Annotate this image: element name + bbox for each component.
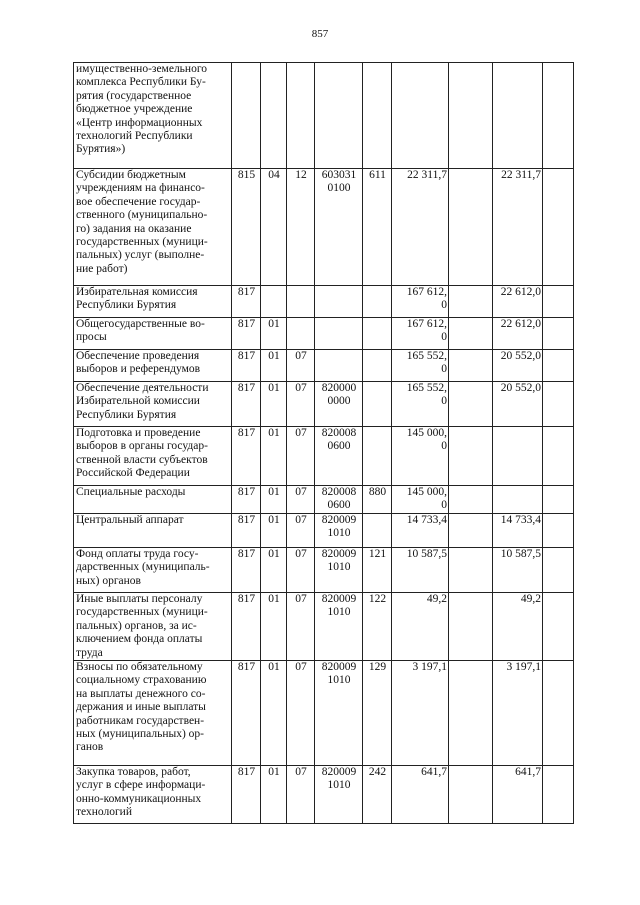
cell-text: 01 bbox=[268, 766, 280, 779]
cell-c2 bbox=[261, 593, 287, 661]
cell-c5 bbox=[363, 318, 392, 350]
cell-c3 bbox=[287, 766, 315, 824]
cell-c1 bbox=[232, 169, 261, 286]
cell-text: 165 552, 0 bbox=[406, 382, 447, 408]
cell-text: 817 bbox=[237, 514, 256, 526]
cell-text: 07 bbox=[295, 548, 307, 560]
cell-c3 bbox=[287, 427, 315, 486]
cell-c4 bbox=[315, 286, 363, 318]
cell-c7 bbox=[449, 350, 493, 382]
cell-text: Иные выплаты персоналу государственных (муници- пальных) органов, за ис- ключением фонда оплаты труда bbox=[76, 593, 208, 659]
cell-text: 07 bbox=[295, 514, 307, 526]
cell-text: 07 bbox=[295, 766, 307, 779]
cell-c9 bbox=[543, 169, 574, 286]
cell-c8 bbox=[493, 169, 543, 286]
table-row bbox=[74, 318, 574, 350]
cell-text: 04 bbox=[268, 169, 280, 181]
cell-c9 bbox=[543, 350, 574, 382]
cell-c5 bbox=[363, 661, 392, 766]
cell-text: 815 bbox=[237, 169, 256, 181]
cell-c8 bbox=[493, 593, 543, 661]
cell-text: Закупка товаров, работ, услуг в сфере информаци- онно-коммуникационных технологий bbox=[76, 766, 206, 819]
cell-name bbox=[74, 486, 232, 514]
cell-c6 bbox=[392, 593, 449, 661]
cell-c9 bbox=[543, 286, 574, 318]
cell-text: 01 bbox=[268, 661, 280, 674]
cell-c1 bbox=[232, 350, 261, 382]
cell-c4 bbox=[315, 382, 363, 427]
cell-text: 820008 0600 bbox=[321, 486, 357, 512]
cell-c2 bbox=[261, 427, 287, 486]
table-row bbox=[74, 286, 574, 318]
cell-text: Специальные расходы bbox=[76, 486, 186, 498]
cell-text: 122 bbox=[368, 593, 387, 605]
cell-c1 bbox=[232, 593, 261, 661]
cell-text: 14 733,4 bbox=[406, 514, 447, 526]
cell-text: 817 bbox=[237, 661, 256, 674]
cell-text: 820009 1010 bbox=[321, 514, 357, 540]
cell-c7 bbox=[449, 548, 493, 593]
cell-name bbox=[74, 661, 232, 766]
cell-c3 bbox=[287, 169, 315, 286]
cell-text: 01 bbox=[268, 318, 280, 330]
cell-c7 bbox=[449, 514, 493, 548]
cell-c3 bbox=[287, 350, 315, 382]
cell-text: 145 000, 0 bbox=[406, 486, 447, 512]
cell-c5 bbox=[363, 350, 392, 382]
cell-c4 bbox=[315, 593, 363, 661]
cell-c4 bbox=[315, 169, 363, 286]
table-row bbox=[74, 593, 574, 661]
table-row bbox=[74, 350, 574, 382]
cell-c4 bbox=[315, 514, 363, 548]
cell-c3 bbox=[287, 318, 315, 350]
cell-text: 07 bbox=[295, 350, 307, 362]
cell-text: Обеспечение проведения выборов и референдумов bbox=[76, 350, 201, 376]
cell-text: Обеспечение деятельности Избирательной комиссии Республики Бурятия bbox=[76, 382, 209, 421]
cell-text: 817 bbox=[237, 486, 256, 498]
cell-c7 bbox=[449, 286, 493, 318]
cell-c9 bbox=[543, 63, 574, 169]
cell-c8 bbox=[493, 382, 543, 427]
cell-c7 bbox=[449, 766, 493, 824]
cell-text: 817 bbox=[237, 427, 256, 439]
cell-c4 bbox=[315, 548, 363, 593]
cell-text: 49,2 bbox=[520, 593, 541, 605]
cell-c5 bbox=[363, 766, 392, 824]
cell-text: 817 bbox=[237, 766, 256, 779]
cell-name bbox=[74, 318, 232, 350]
cell-text: Субсидии бюджетным учреждениям на финансо- вое обеспечение государ- ственного (муниципально- го) задания на оказание государственных (муници- пальных) услуг (выполне- ние работ) bbox=[76, 169, 208, 275]
cell-c3 bbox=[287, 382, 315, 427]
cell-c3 bbox=[287, 661, 315, 766]
table-row bbox=[74, 486, 574, 514]
cell-text: 20 552,0 bbox=[500, 350, 541, 362]
cell-c7 bbox=[449, 593, 493, 661]
cell-c9 bbox=[543, 318, 574, 350]
cell-c1 bbox=[232, 382, 261, 427]
cell-c8 bbox=[493, 63, 543, 169]
cell-c1 bbox=[232, 486, 261, 514]
cell-text: 07 bbox=[295, 593, 307, 605]
table-row bbox=[74, 427, 574, 486]
cell-c2 bbox=[261, 661, 287, 766]
cell-c8 bbox=[493, 486, 543, 514]
cell-text: 611 bbox=[369, 169, 386, 181]
cell-text: 07 bbox=[295, 661, 307, 674]
cell-name bbox=[74, 427, 232, 486]
cell-c6 bbox=[392, 350, 449, 382]
cell-name bbox=[74, 766, 232, 824]
cell-c5 bbox=[363, 486, 392, 514]
cell-c8 bbox=[493, 318, 543, 350]
cell-text: 10 587,5 bbox=[500, 548, 541, 560]
cell-text: Подготовка и проведение выборов в органы государ- ственной власти субъектов Российской Федерации bbox=[76, 427, 208, 480]
cell-c6 bbox=[392, 382, 449, 427]
cell-c3 bbox=[287, 63, 315, 169]
cell-c6 bbox=[392, 486, 449, 514]
cell-c9 bbox=[543, 593, 574, 661]
cell-c4 bbox=[315, 63, 363, 169]
cell-c1 bbox=[232, 427, 261, 486]
cell-c9 bbox=[543, 661, 574, 766]
cell-c7 bbox=[449, 318, 493, 350]
cell-name bbox=[74, 593, 232, 661]
cell-c2 bbox=[261, 382, 287, 427]
cell-text: 07 bbox=[295, 427, 307, 439]
cell-c6 bbox=[392, 548, 449, 593]
cell-c8 bbox=[493, 427, 543, 486]
cell-c1 bbox=[232, 286, 261, 318]
cell-c5 bbox=[363, 514, 392, 548]
cell-c7 bbox=[449, 661, 493, 766]
cell-text: 22 612,0 bbox=[500, 318, 541, 330]
cell-c9 bbox=[543, 427, 574, 486]
cell-c7 bbox=[449, 63, 493, 169]
cell-text: 01 bbox=[268, 350, 280, 362]
cell-text: 820000 0000 bbox=[321, 382, 357, 408]
cell-c6 bbox=[392, 766, 449, 824]
cell-text: 820008 0600 bbox=[321, 427, 357, 453]
cell-c8 bbox=[493, 661, 543, 766]
cell-c7 bbox=[449, 382, 493, 427]
cell-text: Избирательная комиссия Республики Бурятия bbox=[76, 286, 198, 312]
cell-text: 14 733,4 bbox=[500, 514, 541, 526]
cell-text: 641,7 bbox=[421, 766, 447, 779]
cell-name bbox=[74, 514, 232, 548]
cell-c8 bbox=[493, 286, 543, 318]
cell-c1 bbox=[232, 766, 261, 824]
cell-text: 165 552, 0 bbox=[406, 350, 447, 376]
cell-c5 bbox=[363, 548, 392, 593]
cell-c2 bbox=[261, 486, 287, 514]
cell-text: Центральный аппарат bbox=[76, 514, 184, 526]
cell-c9 bbox=[543, 548, 574, 593]
cell-text: 10 587,5 bbox=[406, 548, 447, 560]
cell-c2 bbox=[261, 350, 287, 382]
cell-c4 bbox=[315, 766, 363, 824]
cell-c5 bbox=[363, 286, 392, 318]
cell-c9 bbox=[543, 766, 574, 824]
cell-text: 817 bbox=[237, 286, 256, 298]
cell-text: 145 000, 0 bbox=[406, 427, 447, 453]
cell-c7 bbox=[449, 427, 493, 486]
cell-c2 bbox=[261, 766, 287, 824]
cell-text: 01 bbox=[268, 382, 280, 394]
cell-c1 bbox=[232, 514, 261, 548]
cell-text: Взносы по обязательному социальному страхованию на выплаты денежного со- держания и иные выплаты работникам государствен- ных (муниципальных) ор- ганов bbox=[76, 661, 207, 754]
cell-c4 bbox=[315, 350, 363, 382]
cell-text: 22 311,7 bbox=[407, 169, 447, 181]
cell-c5 bbox=[363, 593, 392, 661]
cell-text: 817 bbox=[237, 382, 256, 394]
cell-c2 bbox=[261, 286, 287, 318]
cell-name bbox=[74, 63, 232, 169]
budget-table bbox=[73, 62, 574, 824]
cell-c1 bbox=[232, 661, 261, 766]
cell-text: 01 bbox=[268, 548, 280, 560]
cell-c4 bbox=[315, 318, 363, 350]
cell-text: 817 bbox=[237, 318, 256, 330]
cell-text: 22 612,0 bbox=[500, 286, 541, 298]
cell-c9 bbox=[543, 486, 574, 514]
cell-c9 bbox=[543, 382, 574, 427]
table-body bbox=[74, 63, 574, 824]
cell-text: 820009 1010 bbox=[321, 766, 357, 792]
table-row bbox=[74, 766, 574, 824]
table-row bbox=[74, 63, 574, 169]
cell-text: 817 bbox=[237, 548, 256, 560]
cell-c4 bbox=[315, 427, 363, 486]
table-row bbox=[74, 169, 574, 286]
cell-c8 bbox=[493, 350, 543, 382]
cell-c8 bbox=[493, 766, 543, 824]
page-number: 857 bbox=[311, 28, 329, 40]
cell-text: 603031 0100 bbox=[321, 169, 357, 195]
cell-text: 07 bbox=[295, 382, 307, 394]
cell-name bbox=[74, 548, 232, 593]
cell-text: 20 552,0 bbox=[500, 382, 541, 394]
cell-c7 bbox=[449, 486, 493, 514]
cell-c6 bbox=[392, 169, 449, 286]
cell-text: 820009 1010 bbox=[321, 661, 357, 687]
cell-c1 bbox=[232, 548, 261, 593]
cell-c2 bbox=[261, 169, 287, 286]
cell-name bbox=[74, 286, 232, 318]
cell-text: 01 bbox=[268, 514, 280, 526]
cell-c4 bbox=[315, 486, 363, 514]
cell-c3 bbox=[287, 593, 315, 661]
cell-text: 129 bbox=[368, 661, 387, 674]
cell-text: 01 bbox=[268, 593, 280, 605]
cell-c7 bbox=[449, 169, 493, 286]
cell-c3 bbox=[287, 286, 315, 318]
cell-c6 bbox=[392, 63, 449, 169]
table-row bbox=[74, 661, 574, 766]
cell-text: 817 bbox=[237, 350, 256, 362]
cell-text: Фонд оплаты труда госу- дарственных (муниципаль- ных) органов bbox=[76, 548, 210, 587]
cell-c3 bbox=[287, 548, 315, 593]
table-row bbox=[74, 548, 574, 593]
cell-c6 bbox=[392, 514, 449, 548]
cell-c5 bbox=[363, 382, 392, 427]
cell-text: 820009 1010 bbox=[321, 548, 357, 574]
cell-text: 01 bbox=[268, 486, 280, 498]
cell-c2 bbox=[261, 548, 287, 593]
cell-c3 bbox=[287, 486, 315, 514]
cell-c9 bbox=[543, 514, 574, 548]
cell-c6 bbox=[392, 427, 449, 486]
cell-text: 3 197,1 bbox=[412, 661, 447, 674]
cell-c6 bbox=[392, 661, 449, 766]
cell-c5 bbox=[363, 169, 392, 286]
cell-text: 242 bbox=[368, 766, 387, 779]
cell-text: 22 311,7 bbox=[501, 169, 541, 181]
cell-c5 bbox=[363, 427, 392, 486]
cell-text: 121 bbox=[368, 548, 387, 560]
cell-name bbox=[74, 350, 232, 382]
cell-c2 bbox=[261, 318, 287, 350]
table-row bbox=[74, 382, 574, 427]
cell-text: 3 197,1 bbox=[506, 661, 541, 674]
cell-text: 817 bbox=[237, 593, 256, 605]
cell-c2 bbox=[261, 63, 287, 169]
cell-text: 07 bbox=[295, 486, 307, 498]
cell-text: 820009 1010 bbox=[321, 593, 357, 619]
cell-c3 bbox=[287, 514, 315, 548]
cell-text: 641,7 bbox=[515, 766, 541, 779]
cell-text: 880 bbox=[368, 486, 387, 498]
cell-text: 12 bbox=[295, 169, 307, 181]
cell-text: 49,2 bbox=[426, 593, 447, 605]
cell-name bbox=[74, 382, 232, 427]
cell-c8 bbox=[493, 548, 543, 593]
cell-c5 bbox=[363, 63, 392, 169]
cell-c4 bbox=[315, 661, 363, 766]
cell-text: имущественно-земельного комплекса Республики Бу- рятия (государственное бюджетное учреждение «Центр информационных технологий Республики Бурятия») bbox=[76, 63, 208, 156]
cell-c6 bbox=[392, 286, 449, 318]
cell-text: 167 612, 0 bbox=[406, 286, 447, 312]
table-row bbox=[74, 514, 574, 548]
cell-c2 bbox=[261, 514, 287, 548]
cell-name bbox=[74, 169, 232, 286]
cell-text: Общегосударственные во- просы bbox=[76, 318, 205, 344]
cell-c8 bbox=[493, 514, 543, 548]
cell-c1 bbox=[232, 63, 261, 169]
cell-c6 bbox=[392, 318, 449, 350]
cell-text: 167 612, 0 bbox=[406, 318, 447, 344]
cell-text: 01 bbox=[268, 427, 280, 439]
cell-c1 bbox=[232, 318, 261, 350]
